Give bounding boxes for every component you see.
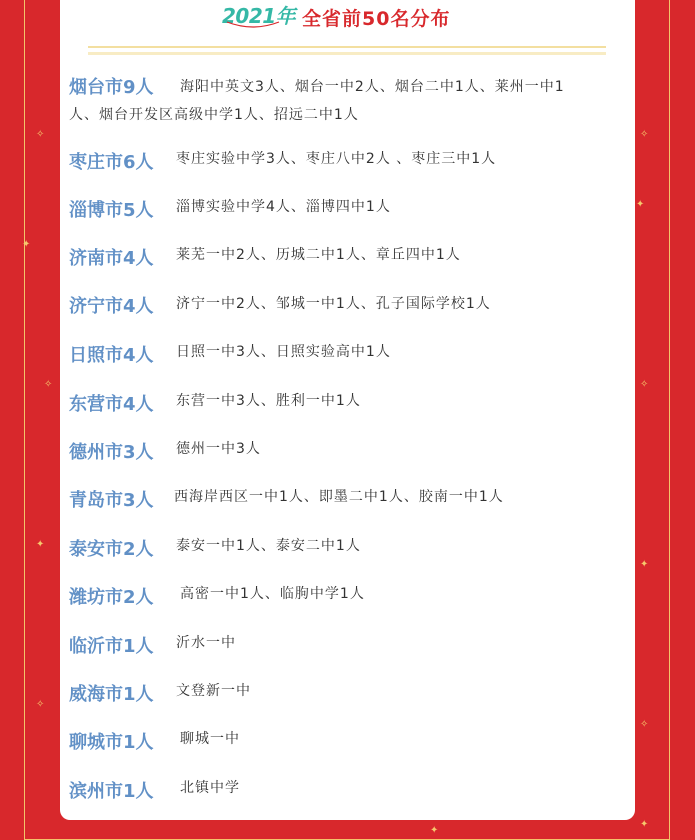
city-label: 东营市4人 <box>69 394 154 415</box>
city-label: 临沂市1人 <box>69 636 154 657</box>
schools-text: 泰安一中1人、泰安二中1人 <box>176 538 361 554</box>
schools-text: 聊城一中 <box>180 731 240 747</box>
city-label: 聊城市1人 <box>69 732 154 753</box>
schools-text: 北镇中学 <box>180 780 240 796</box>
schools-text: 高密一中1人、临朐中学1人 <box>180 586 365 602</box>
page-title: 全省前50名分布 <box>302 8 451 30</box>
content-card <box>60 0 635 820</box>
city-label: 日照市4人 <box>69 345 154 366</box>
sparkle-decoration: ✦ <box>36 539 45 550</box>
swoosh-decoration <box>225 18 281 30</box>
sparkle-decoration: ✦ <box>640 819 649 830</box>
sparkle-decoration: ✧ <box>640 379 649 390</box>
city-label: 滨州市1人 <box>69 781 154 802</box>
sparkle-decoration: ✦ <box>22 239 31 250</box>
city-label: 青岛市3人 <box>69 490 154 511</box>
schools-text: 沂水一中 <box>176 635 236 651</box>
sparkle-decoration: ✧ <box>640 719 649 730</box>
schools-text: 日照一中3人、日照实验高中1人 <box>176 344 391 360</box>
sparkle-decoration: ✦ <box>640 559 649 570</box>
city-label: 枣庄市6人 <box>69 152 154 173</box>
sparkle-decoration: ✧ <box>640 129 649 140</box>
schools-text: 文登新一中 <box>176 683 251 699</box>
divider <box>88 46 606 48</box>
schools-text: 德州一中3人 <box>176 441 261 457</box>
schools-text: 济宁一中2人、邹城一中1人、孔子国际学校1人 <box>176 296 491 312</box>
city-label: 济南市4人 <box>69 248 154 269</box>
city-label: 济宁市4人 <box>69 296 154 317</box>
header <box>60 0 635 36</box>
sparkle-decoration: ✧ <box>36 699 45 710</box>
year-label: 2021年 <box>222 4 296 28</box>
city-label: 威海市1人 <box>69 684 154 705</box>
schools-text: 西海岸西区一中1人、即墨二中1人、胶南一中1人 <box>174 489 504 505</box>
schools-text: 人、烟台开发区高级中学1人、招远二中1人 <box>69 107 359 123</box>
city-label: 潍坊市2人 <box>69 587 154 608</box>
schools-text: 东营一中3人、胜利一中1人 <box>176 393 361 409</box>
city-label: 泰安市2人 <box>69 539 154 560</box>
sparkle-decoration: ✦ <box>430 825 439 836</box>
schools-text: 枣庄实验中学3人、枣庄八中2人 、枣庄三中1人 <box>176 151 497 167</box>
schools-text: 莱芜一中2人、历城二中1人、章丘四中1人 <box>176 247 461 263</box>
sparkle-decoration: ✧ <box>44 379 53 390</box>
sparkle-decoration: ✦ <box>636 199 645 210</box>
schools-text: 海阳中英文3人、烟台一中2人、烟台二中1人、莱州一中1 <box>180 79 565 95</box>
city-label: 德州市3人 <box>69 442 154 463</box>
city-label: 烟台市9人 <box>69 77 154 98</box>
city-label: 淄博市5人 <box>69 200 154 221</box>
schools-text: 淄博实验中学4人、淄博四中1人 <box>176 199 391 215</box>
sparkle-decoration: ✧ <box>36 129 45 140</box>
divider <box>88 52 606 55</box>
